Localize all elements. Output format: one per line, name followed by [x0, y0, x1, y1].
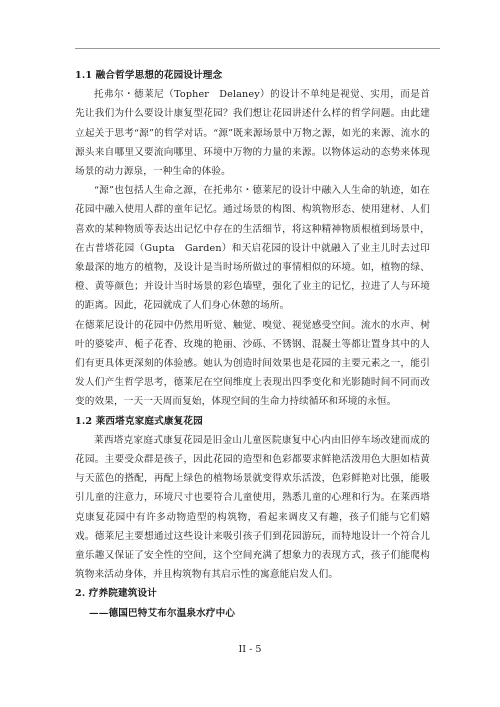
header-rule [75, 48, 440, 49]
page-content [75, 66, 430, 623]
section-1-2-heading: 1.2 莱西塔克家庭式康复花园 [75, 415, 203, 427]
section-1-1-heading: 1.1 融合哲学思想的花园设计理念 [75, 70, 223, 81]
page-number: II - 5 [238, 644, 262, 655]
section-2-subtitle: ——德国巴特艾布尔温泉水疗中心 [89, 607, 236, 619]
section-1-1-paragraph-3: 在德莱尼设计的花园中仍然用听觉、触觉、嗅觉、视觉感受空间。流水的水声、树叶的婆娑声、栀子花香、玫瑰的艳丽、沙砾、不锈钢、混凝土等都让置身其中的人们有更具体更深刻的体验感。她认为创造时间效果也是花园的主要元素之一，能引发人们产生哲学思考，德莱尼在空间维度上表现出四季变化和光影随时间不同而改变的效果，一天一天周而复始，体现空间的生命力持续循环和环境的永恒。 [75, 319, 430, 408]
section-1-1-paragraph-1: 托弗尔・德莱尼（Topher Delaney）的设计不单纯是视觉、实用，而是首先让我们为什么要设计康复型花园？我们想让花园讲述什么样的哲学问题。由此建立起关于思考“源”的哲学对话。“源”既来源场景中万物之源，如光的来源、流水的源头来自哪里又要流向哪里、环境中万物的力量的来源。以物体运动的态势来体现场景的动力源泉，一种生命的体验。 [75, 89, 430, 178]
section-2-heading: 2. 疗养院建筑设计 [75, 588, 158, 600]
section-1-1-paragraph-2: “源”也包括人生命之源，在托弗尔・德莱尼的设计中融入人生命的轨迹，如在花园中融入使用人群的童年记忆。通过场景的构图、构筑物形态、使用建材、人们喜欢的某种物质等表达出记忆中存在的生活细节，将这种精神物质根植到场景中，在古普塔花园（Gupta Garden）和天启花园的设计中就融入了业主儿时去过印象最深的地方的植物，及设计是当时场所做过的事情相似的环境。如，植物的绿、橙、黄等颜色；并设计当时场景的彩色墙壁，强化了业主的记忆，拉进了人与环境的距离。因此，花园就成了人们身心休憩的场所。 [75, 185, 430, 312]
section-1-2-paragraph-1: 莱西塔克家庭式康复花园是旧金山儿童医院康复中心内由旧停车场改建而成的花园。主要受众群是孩子，因此花园的造型和色彩都要求鲜艳活泼用色大胆如桔黄与天蓝色的搭配，再配上绿色的植物场景就变得欢乐活泼，色彩鲜艳对比强，能吸引儿童的注意力，环境尺寸也要符合儿童使用，熟悉儿童的心理和行为。在莱西塔克康复花园中有许多动物造型的构筑物，看起来调皮又有趣，孩子们能与它们嬉戏。德莱尼主要想通过这些设计来吸引孩子们到花园游玩，而特地设计一个符合儿童乐趣又保证了安全性的空间，这个空间充满了想象力的表现方式，孩子们能爬构筑物来活动身体，并且构筑物有其启示性的寓意能启发人们。 [75, 434, 430, 581]
